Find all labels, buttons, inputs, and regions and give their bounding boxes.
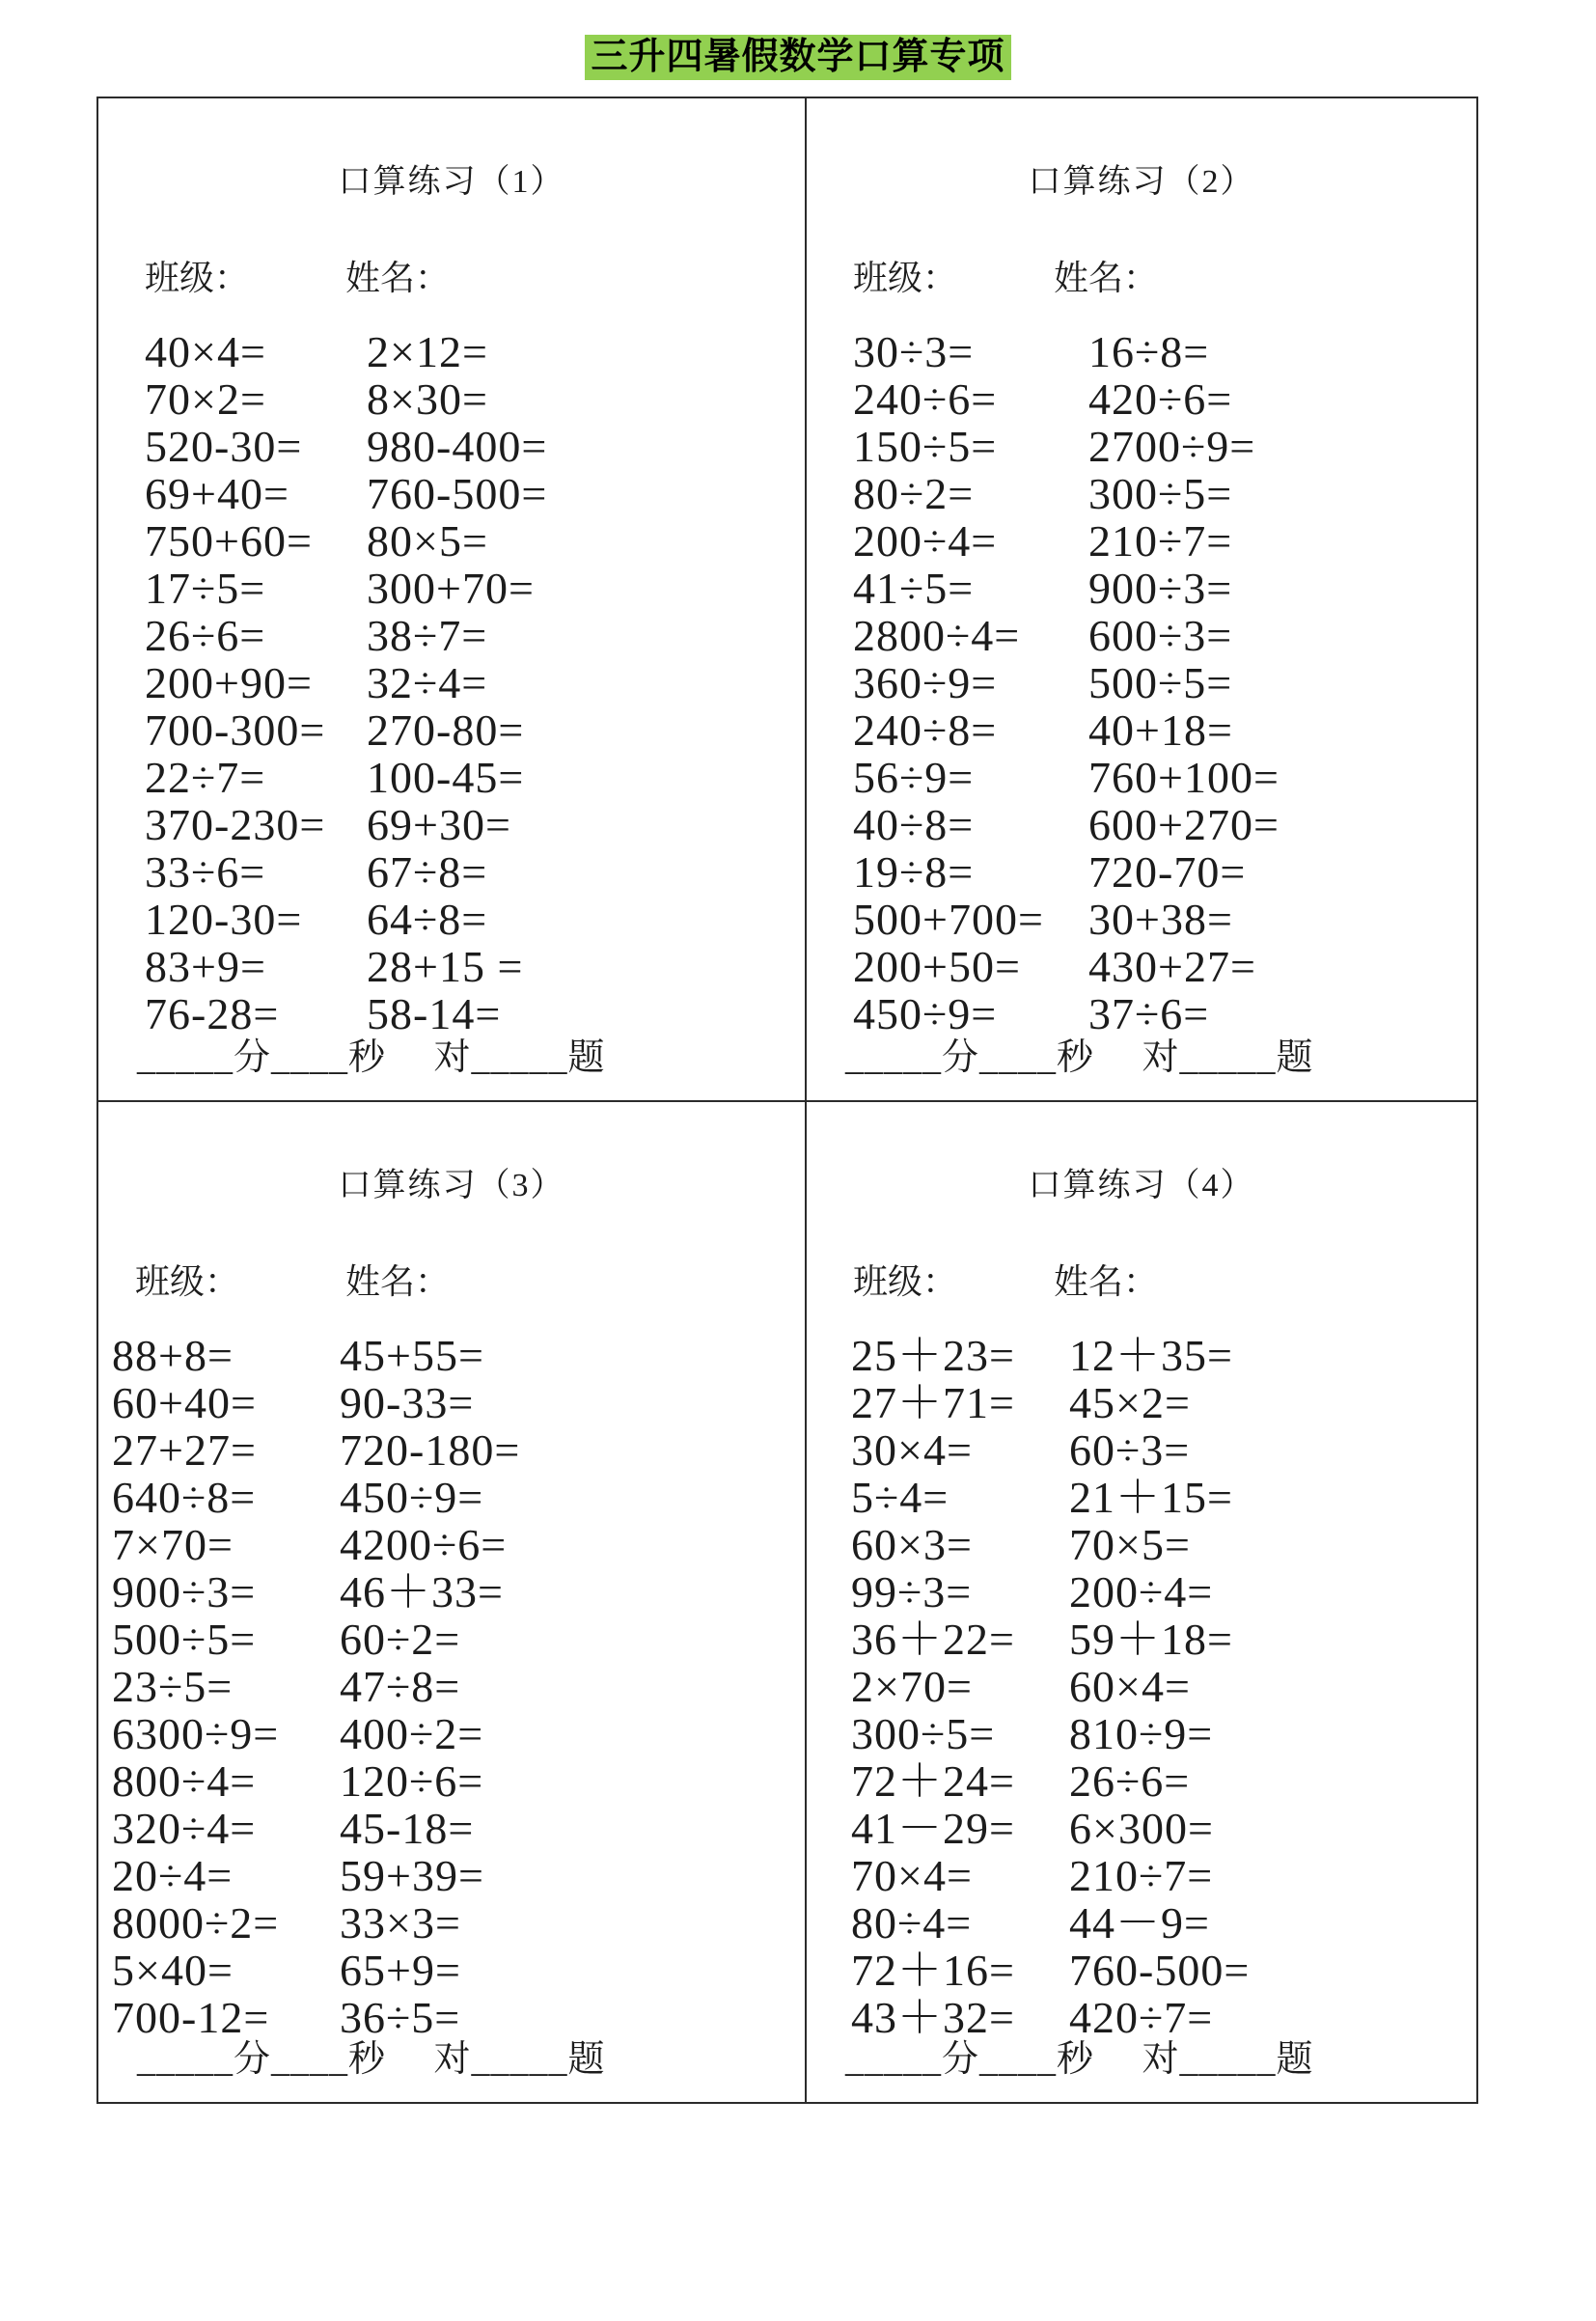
problem: 760+100= — [1088, 753, 1280, 802]
problem: 20÷4= — [112, 1851, 234, 1900]
problem: 750+60= — [145, 516, 313, 566]
problem: 720-70= — [1088, 847, 1247, 897]
problem: 38÷7= — [367, 611, 488, 660]
section-panel-2 — [807, 98, 1476, 1102]
problem-row — [98, 801, 805, 848]
problem-row — [98, 990, 805, 1037]
worksheet-grid — [96, 97, 1478, 2104]
problem: 65+9= — [340, 1946, 461, 1995]
problem: 32÷4= — [367, 658, 488, 707]
problem-row — [807, 612, 1476, 659]
problem: 27＋71= — [851, 1378, 1015, 1427]
problems-list — [807, 1332, 1476, 2041]
problem: 430+27= — [1088, 942, 1256, 991]
class-label: 班级： — [135, 1262, 240, 1301]
problem-row — [807, 706, 1476, 754]
problem: 600÷3= — [1088, 611, 1233, 660]
section-title: 口算练习（1） — [338, 164, 565, 200]
problem: 26÷6= — [1069, 1756, 1191, 1806]
problem-row — [98, 896, 805, 943]
problem: 58-14= — [367, 989, 502, 1038]
problem-row — [807, 1994, 1476, 2041]
problem: 6300÷9= — [112, 1709, 280, 1758]
problem: 900÷3= — [1088, 564, 1233, 613]
problem-row — [807, 1757, 1476, 1805]
problem: 810÷9= — [1069, 1709, 1214, 1758]
problem-row — [98, 1899, 805, 1947]
problem-row — [98, 1663, 805, 1710]
problem-row — [98, 1474, 805, 1521]
problem: 80×5= — [367, 516, 488, 566]
problem-row — [98, 1805, 805, 1852]
problem-row — [98, 375, 805, 423]
problem: 19÷8= — [853, 847, 975, 897]
problem: 44－9= — [1069, 1898, 1210, 1948]
section-title: 口算练习（4） — [1028, 1168, 1255, 1203]
problem: 28+15 = — [367, 942, 524, 991]
problem: 43＋32= — [851, 1993, 1015, 2042]
problem: 500+700= — [853, 895, 1044, 944]
name-label: 姓名： — [345, 259, 451, 297]
problem-row — [807, 1663, 1476, 1710]
problem-row — [807, 565, 1476, 612]
problem: 45×2= — [1069, 1378, 1191, 1427]
problem-row — [807, 1379, 1476, 1426]
problem: 5×40= — [112, 1946, 234, 1995]
problem: 500÷5= — [1088, 658, 1233, 707]
problem-row — [807, 801, 1476, 848]
problem-row — [98, 1757, 805, 1805]
problem-row — [98, 1332, 805, 1379]
problem-row — [807, 896, 1476, 943]
problem: 37÷6= — [1088, 989, 1210, 1038]
problem: 150÷5= — [853, 422, 998, 471]
problem-row — [98, 328, 805, 375]
problem: 59＋18= — [1069, 1615, 1233, 1664]
problem: 60×4= — [1069, 1662, 1191, 1711]
problem: 640÷8= — [112, 1473, 257, 1522]
section-title: 口算练习（3） — [338, 1168, 565, 1203]
problem-row — [98, 1568, 805, 1616]
problem: 67÷8= — [367, 847, 488, 897]
problem: 16÷8= — [1088, 327, 1210, 376]
problem: 300÷5= — [851, 1709, 996, 1758]
section-panel-1 — [98, 98, 807, 1102]
problem: 40×4= — [145, 327, 266, 376]
problem: 60×3= — [851, 1520, 973, 1569]
problem-row — [807, 990, 1476, 1037]
title-bar — [0, 35, 1596, 80]
problem: 700-12= — [112, 1993, 270, 2042]
problem-row — [98, 659, 805, 706]
section-labels — [807, 253, 1476, 303]
problem: 12＋35= — [1069, 1331, 1233, 1380]
problem: 69+30= — [367, 800, 511, 849]
problem: 450÷9= — [853, 989, 998, 1038]
problem: 36÷5= — [340, 1993, 461, 2042]
problem-row — [807, 1521, 1476, 1568]
problem-row — [807, 1805, 1476, 1852]
problem: 2700÷9= — [1088, 422, 1256, 471]
problem: 22÷7= — [145, 753, 266, 802]
problem: 72＋16= — [851, 1946, 1015, 1995]
problem-row — [807, 754, 1476, 801]
problem: 500÷5= — [112, 1615, 257, 1664]
problem: 900÷3= — [112, 1567, 257, 1616]
problem-row — [98, 423, 805, 470]
problem: 6×300= — [1069, 1804, 1214, 1853]
problem: 27+27= — [112, 1425, 257, 1475]
problem: 70×2= — [145, 374, 266, 424]
problem: 59+39= — [340, 1851, 484, 1900]
section-footer: _____分____秒 对_____题 — [137, 1037, 606, 1078]
problem: 46＋33= — [340, 1567, 504, 1616]
problem-row — [807, 328, 1476, 375]
problem-row — [807, 517, 1476, 565]
problem: 980-400= — [367, 422, 548, 471]
problem: 64÷8= — [367, 895, 488, 944]
problem: 56÷9= — [853, 753, 975, 802]
problem: 30×4= — [851, 1425, 973, 1475]
problem: 40+18= — [1088, 705, 1233, 755]
problem-row — [807, 1852, 1476, 1899]
problem: 60÷3= — [1069, 1425, 1191, 1475]
problem: 41－29= — [851, 1804, 1015, 1853]
problem: 420÷6= — [1088, 374, 1233, 424]
problem-row — [98, 565, 805, 612]
problem: 600+270= — [1088, 800, 1280, 849]
problem-row — [98, 1947, 805, 1994]
problem-row — [807, 943, 1476, 990]
problem: 200÷4= — [853, 516, 998, 566]
problem: 400÷2= — [340, 1709, 484, 1758]
problem: 17÷5= — [145, 564, 266, 613]
problem-row — [98, 1994, 805, 2041]
problem: 45+55= — [340, 1331, 484, 1380]
problem: 25＋23= — [851, 1331, 1015, 1380]
problem: 420÷7= — [1069, 1993, 1214, 2042]
name-label: 姓名： — [1054, 1262, 1159, 1301]
problem-row — [98, 1616, 805, 1663]
problem: 26÷6= — [145, 611, 266, 660]
section-labels — [98, 253, 805, 303]
problem: 7×70= — [112, 1520, 234, 1569]
problem: 120-30= — [145, 895, 303, 944]
problem-row — [98, 470, 805, 517]
problem-row — [807, 423, 1476, 470]
problem-row — [807, 1568, 1476, 1616]
problem: 72＋24= — [851, 1756, 1015, 1806]
problems-list — [98, 1332, 805, 2041]
problem-row — [98, 754, 805, 801]
problem: 60÷2= — [340, 1615, 461, 1664]
problem: 300÷5= — [1088, 469, 1233, 518]
problem-row — [98, 1379, 805, 1426]
problem: 5÷4= — [851, 1473, 949, 1522]
problem: 240÷6= — [853, 374, 998, 424]
problem: 99÷3= — [851, 1567, 973, 1616]
problem: 69+40= — [145, 469, 289, 518]
problem-row — [98, 943, 805, 990]
problem-row — [807, 659, 1476, 706]
problem: 41÷5= — [853, 564, 975, 613]
problem-row — [807, 1332, 1476, 1379]
section-footer: _____分____秒 对_____题 — [137, 2039, 606, 2080]
problem: 200+90= — [145, 658, 313, 707]
problem: 760-500= — [367, 469, 548, 518]
problem: 800÷4= — [112, 1756, 257, 1806]
problem: 36＋22= — [851, 1615, 1015, 1664]
problem: 30÷3= — [853, 327, 975, 376]
problem: 2×12= — [367, 327, 488, 376]
problem-row — [807, 1947, 1476, 1994]
problem: 300+70= — [367, 564, 535, 613]
problem-row — [98, 1710, 805, 1757]
problem: 80÷2= — [853, 469, 975, 518]
page-title: 三升四暑假数学口算专项 — [585, 35, 1010, 80]
problem-row — [98, 612, 805, 659]
problem: 320÷4= — [112, 1804, 257, 1853]
problem: 270-80= — [367, 705, 525, 755]
problem: 210÷7= — [1088, 516, 1233, 566]
problem-row — [98, 848, 805, 896]
problem: 83+9= — [145, 942, 266, 991]
section-panel-4 — [807, 1102, 1476, 2102]
problem: 33×3= — [340, 1898, 461, 1948]
problem: 21＋15= — [1069, 1473, 1233, 1522]
problem: 2800÷4= — [853, 611, 1021, 660]
problem: 360÷9= — [853, 658, 998, 707]
problem: 70×5= — [1069, 1520, 1191, 1569]
problem: 700-300= — [145, 705, 326, 755]
problem-row — [807, 848, 1476, 896]
section-footer: _____分____秒 对_____题 — [845, 2039, 1314, 2080]
class-label: 班级： — [145, 259, 250, 297]
problem-row — [98, 1852, 805, 1899]
problem: 520-30= — [145, 422, 303, 471]
problem: 40÷8= — [853, 800, 975, 849]
name-label: 姓名： — [1054, 259, 1159, 297]
problems-list — [98, 328, 805, 1037]
problem: 76-28= — [145, 989, 280, 1038]
problem: 200÷4= — [1069, 1567, 1214, 1616]
problem-row — [98, 517, 805, 565]
problem-row — [807, 1474, 1476, 1521]
problem: 450÷9= — [340, 1473, 484, 1522]
problem: 760-500= — [1069, 1946, 1251, 1995]
problem: 45-18= — [340, 1804, 475, 1853]
problem: 4200÷6= — [340, 1520, 508, 1569]
problem: 60+40= — [112, 1378, 257, 1427]
class-label: 班级： — [853, 259, 958, 297]
problem: 120÷6= — [340, 1756, 484, 1806]
problem: 47÷8= — [340, 1662, 461, 1711]
problem-row — [98, 706, 805, 754]
problem: 8×30= — [367, 374, 488, 424]
problem: 370-230= — [145, 800, 326, 849]
section-labels — [98, 1257, 805, 1307]
problem: 30+38= — [1088, 895, 1233, 944]
problem: 720-180= — [340, 1425, 521, 1475]
problem-row — [807, 1616, 1476, 1663]
problems-list — [807, 328, 1476, 1037]
problem: 8000÷2= — [112, 1898, 280, 1948]
class-label: 班级： — [853, 1262, 958, 1301]
problem-row — [807, 1899, 1476, 1947]
problem: 200+50= — [853, 942, 1021, 991]
section-labels — [807, 1257, 1476, 1307]
problem: 88+8= — [112, 1331, 234, 1380]
problem-row — [807, 1426, 1476, 1474]
problem-row — [807, 470, 1476, 517]
problem: 80÷4= — [851, 1898, 973, 1948]
section-footer: _____分____秒 对_____题 — [845, 1037, 1314, 1078]
name-label: 姓名： — [345, 1262, 451, 1301]
problem: 100-45= — [367, 753, 525, 802]
problem-row — [98, 1521, 805, 1568]
problem-row — [98, 1426, 805, 1474]
problem: 23÷5= — [112, 1662, 234, 1711]
problem: 240÷8= — [853, 705, 998, 755]
problem: 33÷6= — [145, 847, 266, 897]
problem: 210÷7= — [1069, 1851, 1214, 1900]
section-panel-3 — [98, 1102, 807, 2102]
section-title: 口算练习（2） — [1028, 164, 1255, 200]
problem: 2×70= — [851, 1662, 973, 1711]
problem: 90-33= — [340, 1378, 475, 1427]
problem-row — [807, 1710, 1476, 1757]
problem: 70×4= — [851, 1851, 973, 1900]
problem-row — [807, 375, 1476, 423]
